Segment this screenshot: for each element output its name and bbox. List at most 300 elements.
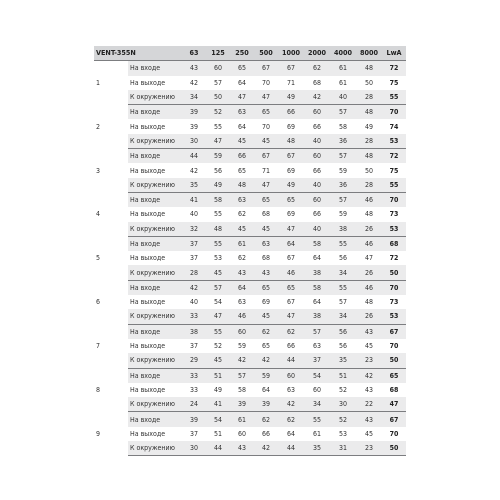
sound-level-cell: 59 bbox=[330, 163, 356, 177]
lwa-cell: 50 bbox=[382, 441, 406, 456]
sound-level-cell: 64 bbox=[304, 251, 330, 265]
sound-level-cell: 34 bbox=[330, 265, 356, 280]
sound-level-cell: 35 bbox=[182, 178, 206, 193]
sound-level-cell: 60 bbox=[304, 192, 330, 207]
sound-level-cell: 32 bbox=[182, 222, 206, 237]
measure-point-label: На входе bbox=[128, 105, 182, 120]
sound-level-cell: 43 bbox=[356, 412, 382, 427]
sound-level-cell: 55 bbox=[330, 280, 356, 295]
sound-level-cell: 37 bbox=[182, 251, 206, 265]
sound-level-cell: 65 bbox=[230, 163, 254, 177]
sound-level-cell: 53 bbox=[330, 427, 356, 441]
table-row bbox=[94, 76, 406, 90]
sound-level-cell: 55 bbox=[304, 412, 330, 427]
sound-level-cell: 55 bbox=[206, 236, 230, 251]
sound-level-cell: 37 bbox=[304, 353, 330, 368]
sound-level-cell: 43 bbox=[356, 383, 382, 397]
sound-level-cell: 51 bbox=[206, 368, 230, 383]
sound-level-cell: 65 bbox=[254, 105, 278, 120]
sound-level-cell: 45 bbox=[206, 353, 230, 368]
sound-level-cell: 43 bbox=[230, 265, 254, 280]
sound-level-cell: 48 bbox=[356, 105, 382, 120]
lwa-cell: 70 bbox=[382, 280, 406, 295]
sound-level-cell: 71 bbox=[278, 76, 304, 90]
sound-level-cell: 61 bbox=[230, 236, 254, 251]
sound-level-cell: 57 bbox=[330, 149, 356, 164]
sound-level-cell: 63 bbox=[230, 295, 254, 309]
lwa-cell: 47 bbox=[382, 397, 406, 412]
lwa-cell: 53 bbox=[382, 222, 406, 237]
lwa-cell: 72 bbox=[382, 61, 406, 76]
sound-level-cell: 29 bbox=[182, 353, 206, 368]
sound-level-cell: 50 bbox=[356, 163, 382, 177]
sound-level-cell: 47 bbox=[206, 134, 230, 149]
table-row bbox=[94, 236, 406, 251]
sound-level-cell: 68 bbox=[254, 207, 278, 221]
sound-level-cell: 35 bbox=[330, 353, 356, 368]
sound-level-cell: 38 bbox=[304, 265, 330, 280]
measure-point-label: На входе bbox=[128, 236, 182, 251]
sound-level-cell: 67 bbox=[278, 61, 304, 76]
sound-level-cell: 66 bbox=[278, 339, 304, 353]
sound-level-cell: 57 bbox=[304, 324, 330, 339]
sound-level-cell: 62 bbox=[254, 412, 278, 427]
measure-point-label: К окружению bbox=[128, 397, 182, 412]
lwa-cell: 67 bbox=[382, 324, 406, 339]
sound-level-cell: 67 bbox=[278, 295, 304, 309]
sound-level-cell: 49 bbox=[356, 119, 382, 133]
table-row bbox=[94, 265, 406, 280]
sound-level-cell: 45 bbox=[206, 265, 230, 280]
mode-number: 8 bbox=[94, 368, 128, 412]
sound-level-cell: 42 bbox=[182, 76, 206, 90]
sound-level-cell: 60 bbox=[230, 324, 254, 339]
sound-level-cell: 64 bbox=[230, 280, 254, 295]
mode-number: 3 bbox=[94, 149, 128, 193]
lwa-cell: 55 bbox=[382, 90, 406, 105]
sound-level-cell: 64 bbox=[230, 76, 254, 90]
measure-point-label: К окружению bbox=[128, 178, 182, 193]
sound-level-cell: 55 bbox=[206, 207, 230, 221]
sound-level-cell: 46 bbox=[356, 280, 382, 295]
lwa-cell: 67 bbox=[382, 412, 406, 427]
sound-level-cell: 45 bbox=[356, 427, 382, 441]
sound-level-cell: 63 bbox=[278, 383, 304, 397]
measure-point-label: К окружению bbox=[128, 222, 182, 237]
sound-level-cell: 69 bbox=[278, 119, 304, 133]
table-row bbox=[94, 427, 406, 441]
measure-point-label: На входе bbox=[128, 412, 182, 427]
freq-header: 4000 bbox=[330, 46, 356, 61]
sound-level-cell: 28 bbox=[356, 178, 382, 193]
measure-point-label: На выходе bbox=[128, 295, 182, 309]
sound-level-cell: 30 bbox=[330, 397, 356, 412]
sound-level-cell: 47 bbox=[254, 178, 278, 193]
sound-level-cell: 43 bbox=[254, 265, 278, 280]
freq-header: 2000 bbox=[304, 46, 330, 61]
lwa-cell: 75 bbox=[382, 163, 406, 177]
table-row bbox=[94, 383, 406, 397]
lwa-cell: 72 bbox=[382, 251, 406, 265]
table-row bbox=[94, 339, 406, 353]
table-row bbox=[94, 149, 406, 164]
sound-level-cell: 70 bbox=[254, 119, 278, 133]
table-row bbox=[94, 178, 406, 193]
lwa-cell: 73 bbox=[382, 295, 406, 309]
sound-level-cell: 48 bbox=[206, 222, 230, 237]
sound-level-cell: 65 bbox=[278, 280, 304, 295]
table-row bbox=[94, 105, 406, 120]
table-row bbox=[94, 207, 406, 221]
sound-level-cell: 28 bbox=[356, 90, 382, 105]
sound-level-cell: 28 bbox=[356, 134, 382, 149]
sound-level-cell: 42 bbox=[182, 280, 206, 295]
table-row bbox=[94, 412, 406, 427]
lwa-cell: 70 bbox=[382, 105, 406, 120]
sound-level-cell: 52 bbox=[330, 412, 356, 427]
sound-level-cell: 65 bbox=[254, 339, 278, 353]
sound-level-cell: 42 bbox=[304, 90, 330, 105]
sound-level-cell: 60 bbox=[206, 61, 230, 76]
sound-level-cell: 41 bbox=[182, 192, 206, 207]
sound-level-cell: 42 bbox=[356, 368, 382, 383]
sound-level-cell: 57 bbox=[206, 76, 230, 90]
sound-level-cell: 42 bbox=[254, 353, 278, 368]
mode-number: 1 bbox=[94, 61, 128, 105]
sound-level-cell: 30 bbox=[182, 441, 206, 456]
sound-level-cell: 33 bbox=[182, 368, 206, 383]
lwa-cell: 75 bbox=[382, 76, 406, 90]
sound-level-cell: 46 bbox=[230, 309, 254, 324]
sound-level-cell: 70 bbox=[254, 76, 278, 90]
sound-level-cell: 39 bbox=[182, 105, 206, 120]
sound-level-cell: 42 bbox=[182, 163, 206, 177]
sound-level-cell: 38 bbox=[330, 222, 356, 237]
sound-level-cell: 34 bbox=[182, 90, 206, 105]
lwa-header: LwA bbox=[382, 46, 406, 61]
lwa-cell: 55 bbox=[382, 178, 406, 193]
sound-level-cell: 26 bbox=[356, 309, 382, 324]
sound-level-cell: 69 bbox=[278, 163, 304, 177]
sound-level-cell: 67 bbox=[278, 251, 304, 265]
measure-point-label: К окружению bbox=[128, 309, 182, 324]
sound-level-cell: 59 bbox=[230, 339, 254, 353]
sound-level-cell: 46 bbox=[278, 265, 304, 280]
freq-header: 63 bbox=[182, 46, 206, 61]
sound-level-cell: 66 bbox=[304, 207, 330, 221]
sound-level-cell: 57 bbox=[330, 295, 356, 309]
sound-level-cell: 50 bbox=[356, 76, 382, 90]
sound-level-cell: 44 bbox=[206, 441, 230, 456]
sound-level-cell: 52 bbox=[330, 383, 356, 397]
lwa-cell: 53 bbox=[382, 134, 406, 149]
sound-level-cell: 71 bbox=[254, 163, 278, 177]
sound-level-cell: 64 bbox=[278, 427, 304, 441]
lwa-cell: 53 bbox=[382, 309, 406, 324]
sound-level-cell: 66 bbox=[304, 163, 330, 177]
sound-level-cell: 33 bbox=[182, 309, 206, 324]
sound-level-cell: 47 bbox=[278, 309, 304, 324]
sound-level-cell: 65 bbox=[254, 192, 278, 207]
table-body bbox=[94, 61, 406, 456]
sound-level-cell: 44 bbox=[278, 441, 304, 456]
sound-level-cell: 45 bbox=[230, 222, 254, 237]
sound-level-cell: 62 bbox=[254, 324, 278, 339]
sound-level-cell: 40 bbox=[182, 295, 206, 309]
lwa-cell: 70 bbox=[382, 192, 406, 207]
measure-point-label: На входе bbox=[128, 368, 182, 383]
table-row bbox=[94, 163, 406, 177]
sound-level-cell: 65 bbox=[254, 280, 278, 295]
sound-level-cell: 44 bbox=[182, 149, 206, 164]
sound-level-cell: 48 bbox=[278, 134, 304, 149]
table-row bbox=[94, 368, 406, 383]
sound-level-cell: 22 bbox=[356, 397, 382, 412]
sound-level-cell: 39 bbox=[230, 397, 254, 412]
sound-level-cell: 43 bbox=[182, 61, 206, 76]
sound-level-cell: 41 bbox=[206, 397, 230, 412]
sound-level-cell: 36 bbox=[330, 134, 356, 149]
lwa-cell: 70 bbox=[382, 427, 406, 441]
sound-level-cell: 63 bbox=[254, 236, 278, 251]
sound-level-cell: 34 bbox=[330, 309, 356, 324]
mode-number: 6 bbox=[94, 280, 128, 324]
sound-level-cell: 37 bbox=[182, 427, 206, 441]
sound-level-cell: 40 bbox=[182, 207, 206, 221]
measure-point-label: На выходе bbox=[128, 207, 182, 221]
sound-level-cell: 50 bbox=[206, 90, 230, 105]
sound-level-cell: 58 bbox=[230, 383, 254, 397]
sound-level-cell: 26 bbox=[356, 265, 382, 280]
sound-level-cell: 69 bbox=[254, 295, 278, 309]
lwa-cell: 74 bbox=[382, 119, 406, 133]
measure-point-label: К окружению bbox=[128, 90, 182, 105]
lwa-cell: 72 bbox=[382, 149, 406, 164]
lwa-cell: 50 bbox=[382, 265, 406, 280]
sound-level-cell: 68 bbox=[304, 76, 330, 90]
sound-level-cell: 63 bbox=[230, 105, 254, 120]
model-header: VENT-355N bbox=[94, 46, 182, 61]
lwa-cell: 73 bbox=[382, 207, 406, 221]
table-row bbox=[94, 192, 406, 207]
sound-level-cell: 60 bbox=[304, 105, 330, 120]
sound-level-cell: 45 bbox=[356, 339, 382, 353]
table-row bbox=[94, 134, 406, 149]
sound-level-cell: 67 bbox=[254, 149, 278, 164]
sound-level-cell: 49 bbox=[206, 178, 230, 193]
sound-level-cell: 52 bbox=[206, 339, 230, 353]
sound-level-cell: 58 bbox=[330, 119, 356, 133]
sound-level-cell: 60 bbox=[304, 383, 330, 397]
sound-level-cell: 48 bbox=[230, 178, 254, 193]
lwa-cell: 68 bbox=[382, 236, 406, 251]
lwa-cell: 70 bbox=[382, 339, 406, 353]
sound-level-cell: 40 bbox=[304, 134, 330, 149]
table-row bbox=[94, 295, 406, 309]
sound-level-cell: 48 bbox=[356, 295, 382, 309]
sound-level-cell: 63 bbox=[304, 339, 330, 353]
sound-level-cell: 42 bbox=[254, 441, 278, 456]
measure-point-label: На выходе bbox=[128, 339, 182, 353]
table-row bbox=[94, 251, 406, 265]
measure-point-label: К окружению bbox=[128, 353, 182, 368]
sound-level-cell: 64 bbox=[254, 383, 278, 397]
sound-level-cell: 37 bbox=[182, 236, 206, 251]
measure-point-label: На входе bbox=[128, 280, 182, 295]
lwa-cell: 50 bbox=[382, 353, 406, 368]
measure-point-label: На входе bbox=[128, 192, 182, 207]
sound-level-cell: 65 bbox=[278, 192, 304, 207]
measure-point-label: На входе bbox=[128, 324, 182, 339]
sound-level-cell: 56 bbox=[330, 251, 356, 265]
sound-level-cell: 26 bbox=[356, 222, 382, 237]
sound-level-cell: 42 bbox=[278, 397, 304, 412]
sound-level-cell: 52 bbox=[206, 105, 230, 120]
sound-level-cell: 47 bbox=[254, 90, 278, 105]
sound-level-cell: 62 bbox=[230, 251, 254, 265]
sound-level-cell: 61 bbox=[330, 76, 356, 90]
sound-level-cell: 55 bbox=[206, 119, 230, 133]
sound-level-cell: 62 bbox=[278, 412, 304, 427]
sound-level-cell: 47 bbox=[230, 90, 254, 105]
sound-level-cell: 55 bbox=[206, 324, 230, 339]
table-row bbox=[94, 61, 406, 76]
sound-level-cell: 65 bbox=[230, 61, 254, 76]
table-row bbox=[94, 309, 406, 324]
mode-number: 4 bbox=[94, 192, 128, 236]
sound-level-cell: 66 bbox=[304, 119, 330, 133]
lwa-cell: 65 bbox=[382, 368, 406, 383]
sound-level-cell: 48 bbox=[356, 61, 382, 76]
sound-level-cell: 64 bbox=[278, 236, 304, 251]
table-row bbox=[94, 353, 406, 368]
sound-level-cell: 42 bbox=[230, 353, 254, 368]
mode-number: 5 bbox=[94, 236, 128, 280]
sound-level-cell: 69 bbox=[278, 207, 304, 221]
lwa-cell: 68 bbox=[382, 383, 406, 397]
sound-level-cell: 66 bbox=[278, 105, 304, 120]
sound-level-cell: 34 bbox=[304, 397, 330, 412]
sound-level-cell: 45 bbox=[254, 309, 278, 324]
mode-number: 7 bbox=[94, 324, 128, 368]
sound-level-cell: 58 bbox=[304, 280, 330, 295]
sound-level-cell: 56 bbox=[330, 324, 356, 339]
sound-level-cell: 57 bbox=[330, 192, 356, 207]
mode-number: 9 bbox=[94, 412, 128, 456]
sound-level-cell: 61 bbox=[304, 427, 330, 441]
sound-level-cell: 43 bbox=[356, 324, 382, 339]
sound-level-cell: 47 bbox=[206, 309, 230, 324]
sound-level-cell: 51 bbox=[206, 427, 230, 441]
sound-level-cell: 48 bbox=[356, 149, 382, 164]
sound-level-cell: 39 bbox=[182, 412, 206, 427]
sound-level-cell: 30 bbox=[182, 134, 206, 149]
header-row bbox=[94, 46, 406, 61]
sound-level-cell: 58 bbox=[304, 236, 330, 251]
sound-level-cell: 68 bbox=[254, 251, 278, 265]
sound-level-cell: 40 bbox=[304, 222, 330, 237]
sound-level-cell: 63 bbox=[230, 192, 254, 207]
sound-level-cell: 60 bbox=[304, 149, 330, 164]
sound-level-cell: 45 bbox=[230, 134, 254, 149]
measure-point-label: На выходе bbox=[128, 163, 182, 177]
sound-level-cell: 38 bbox=[304, 309, 330, 324]
sound-level-cell: 39 bbox=[254, 397, 278, 412]
table-row bbox=[94, 324, 406, 339]
sound-level-cell: 23 bbox=[356, 353, 382, 368]
sound-level-cell: 66 bbox=[230, 149, 254, 164]
measure-point-label: К окружению bbox=[128, 134, 182, 149]
table-row bbox=[94, 280, 406, 295]
sound-level-cell: 48 bbox=[356, 207, 382, 221]
sound-level-cell: 57 bbox=[230, 368, 254, 383]
sound-level-cell: 64 bbox=[304, 295, 330, 309]
sound-level-cell: 60 bbox=[230, 427, 254, 441]
sound-level-cell: 33 bbox=[182, 383, 206, 397]
sound-level-cell: 49 bbox=[278, 90, 304, 105]
sound-level-cell: 54 bbox=[304, 368, 330, 383]
measure-point-label: На выходе bbox=[128, 383, 182, 397]
measure-point-label: К окружению bbox=[128, 265, 182, 280]
sound-level-cell: 54 bbox=[206, 412, 230, 427]
measure-point-label: На выходе bbox=[128, 427, 182, 441]
sound-level-cell: 35 bbox=[304, 441, 330, 456]
sound-level-cell: 59 bbox=[254, 368, 278, 383]
freq-header: 1000 bbox=[278, 46, 304, 61]
sound-level-cell: 64 bbox=[230, 119, 254, 133]
sound-level-cell: 60 bbox=[278, 368, 304, 383]
table-row bbox=[94, 222, 406, 237]
measure-point-label: На выходе bbox=[128, 76, 182, 90]
sound-level-cell: 55 bbox=[330, 236, 356, 251]
sound-level-cell: 39 bbox=[182, 119, 206, 133]
sound-level-cell: 57 bbox=[330, 105, 356, 120]
sound-level-cell: 38 bbox=[182, 324, 206, 339]
sound-level-cell: 49 bbox=[206, 383, 230, 397]
sound-level-cell: 62 bbox=[304, 61, 330, 76]
sound-level-cell: 67 bbox=[278, 149, 304, 164]
sound-level-cell: 36 bbox=[330, 178, 356, 193]
freq-header: 250 bbox=[230, 46, 254, 61]
sound-level-cell: 46 bbox=[356, 192, 382, 207]
sound-level-cell: 56 bbox=[330, 339, 356, 353]
sound-level-cell: 47 bbox=[356, 251, 382, 265]
measure-point-label: На входе bbox=[128, 61, 182, 76]
sound-level-cell: 37 bbox=[182, 339, 206, 353]
sound-level-cell: 57 bbox=[206, 280, 230, 295]
sound-level-cell: 49 bbox=[278, 178, 304, 193]
freq-header: 500 bbox=[254, 46, 278, 61]
sound-level-cell: 43 bbox=[230, 441, 254, 456]
sound-level-cell: 23 bbox=[356, 441, 382, 456]
table-row bbox=[94, 90, 406, 105]
sound-level-cell: 31 bbox=[330, 441, 356, 456]
sound-level-cell: 47 bbox=[278, 222, 304, 237]
table-row bbox=[94, 441, 406, 456]
sound-level-cell: 51 bbox=[330, 368, 356, 383]
sound-level-cell: 45 bbox=[254, 134, 278, 149]
sound-level-cell: 67 bbox=[254, 61, 278, 76]
measure-point-label: На выходе bbox=[128, 119, 182, 133]
sound-level-cell: 61 bbox=[230, 412, 254, 427]
sound-level-cell: 56 bbox=[206, 163, 230, 177]
sound-level-cell: 59 bbox=[330, 207, 356, 221]
sound-level-cell: 53 bbox=[206, 251, 230, 265]
sound-level-cell: 45 bbox=[254, 222, 278, 237]
sound-level-cell: 44 bbox=[278, 353, 304, 368]
sound-level-cell: 46 bbox=[356, 236, 382, 251]
sound-level-cell: 62 bbox=[278, 324, 304, 339]
